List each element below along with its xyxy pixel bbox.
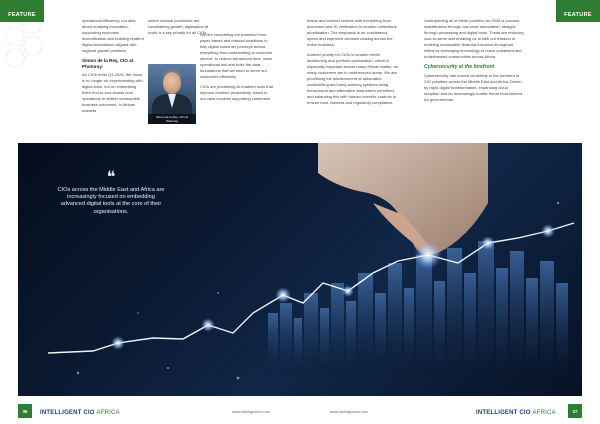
column4-paragraph: Underpinning all of these priorities for 2026 is process simplification through low-code automation, straight-through processing and digital tools. These are reducing cost-to-serve and enabling us to fulfil our mission of enabling sustainable financial inclusion throughout Africa by leveraging technology to reach unbanked and underbanked communities across Africa. bbox=[424, 18, 524, 59]
brand-name: INTELLIGENT CIO bbox=[476, 410, 531, 416]
portrait-head bbox=[163, 72, 181, 94]
column1-paragraph: As CIOs enter Q4 2026, the focus is no longer on experimenting with digital tools, but on embedding them end-to-end across core operations to deliver measurable business outcomes. In African markets bbox=[82, 72, 143, 113]
pull-quote bbox=[56, 167, 166, 216]
article-column-2b bbox=[200, 32, 274, 106]
page-number-right: 37 bbox=[568, 404, 582, 418]
brand-logo-right bbox=[476, 410, 556, 416]
hero-image bbox=[18, 143, 582, 396]
brand-logo-left bbox=[40, 410, 120, 416]
column3-paragraph: teams and contact centres with everything from document and ID verification to smarter collections prioritisation. The emphasis is on consistency, speed and improved decision making across the entire business. bbox=[307, 18, 397, 47]
feature-tab-right: FEATURE bbox=[556, 0, 600, 22]
footer-brand-left bbox=[40, 402, 120, 424]
column1-subhead: Simon de la Rey, CIO at Photuray: bbox=[82, 58, 134, 69]
column3-paragraph: Another priority for CIOs is smarter credit decisioning and portfolio optimisation, which is especially important across many African states, as many customers are in underserved areas. We are prioritising the advancement of automated underwriting and early-warning systems using behavioural and alternative data where permitted, and balancing this with human-override controls to ensure trust, fairness and regulatory compliance. bbox=[307, 52, 398, 105]
article-column-1 bbox=[82, 18, 144, 118]
column2-paragraph: CIOs are prioritising AI-enabled tools that improve frontline productivity, which in our case involves supporting customers bbox=[200, 84, 273, 101]
portrait-caption: Simon de la Rey, CIO at Photuray bbox=[148, 114, 196, 124]
page-number-left: 36 bbox=[18, 404, 32, 418]
column2-paragraph: We are completing the transition from paper-based and manual workflows to fully digital customer journeys across everything from underwriting to customer service, to reduce turnaround time, lower operational risk and build the data foundations that we need to serve our customers efficiently. bbox=[200, 32, 273, 79]
brand-region: AFRICA bbox=[96, 410, 120, 416]
footer-url-right[interactable]: www.intelligentcio.com bbox=[330, 410, 369, 414]
footer-url-left[interactable]: www.intelligentcio.com bbox=[232, 410, 271, 414]
quote-mark-icon: ❝ bbox=[106, 167, 116, 186]
column4-subhead: Cybersecurity at the forefront bbox=[424, 64, 495, 70]
article-column-3 bbox=[307, 18, 399, 110]
portrait-photo bbox=[148, 64, 196, 124]
pull-quote-text: CIOs across the Middle East and Africa are increasingly focused on embedding advanced digital tools at the core of their organisations. bbox=[57, 187, 165, 215]
feature-tab-left: FEATURE bbox=[0, 0, 44, 22]
column1-paragraph: operational efficiency, but also about enabling innovation, supporting economic diversification and building resilient digital foundations aligned with regional growth priorities. bbox=[82, 18, 144, 53]
hand-illustration bbox=[318, 143, 488, 254]
brand-name: INTELLIGENT CIO bbox=[40, 410, 95, 416]
brand-region: AFRICA bbox=[532, 410, 556, 416]
column2-paragraph: where manual processes are constraining growth, digitisation at scale is a key priority for all CIOs. bbox=[148, 18, 209, 35]
column4-paragraph: Cybersecurity has moved decisively to the forefront of CIO priorities across the Middle East and Africa. Driven by rapid digital transformation, expanding cloud adoption and an increasingly hostile threat environment. As governments bbox=[424, 73, 524, 102]
article-column-4 bbox=[424, 18, 524, 107]
footer-brand-right bbox=[476, 402, 556, 424]
